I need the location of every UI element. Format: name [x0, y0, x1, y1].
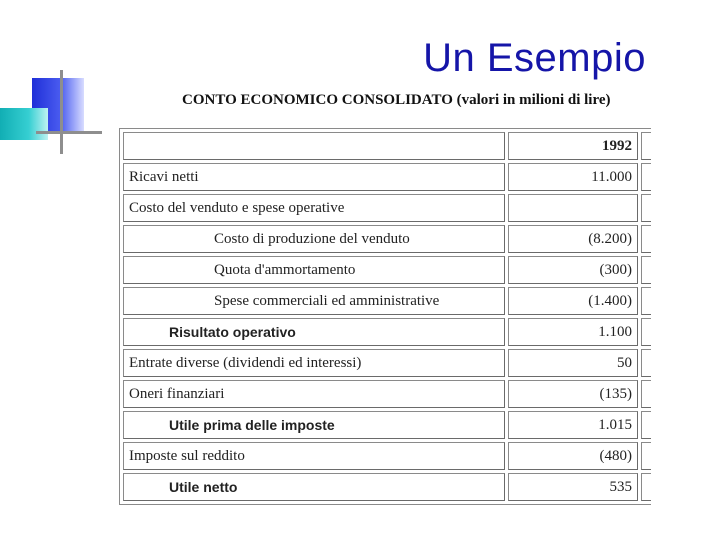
extra-column-cell: [641, 132, 651, 160]
extra-column-cell: [641, 287, 651, 315]
table-row: [123, 318, 651, 346]
table-row: [123, 442, 651, 470]
table-unit-note: (valori in milioni di lire): [456, 92, 611, 108]
row-value: [508, 194, 638, 222]
extra-column-cell: [641, 473, 651, 501]
row-value: (8.200): [508, 225, 638, 253]
extra-column-cell: [641, 411, 651, 439]
table-row: [123, 256, 651, 284]
row-label: Entrate diverse (dividendi ed interessi): [123, 349, 505, 377]
row-label: Quota d'ammortamento: [123, 256, 505, 284]
table-title-text: CONTO ECONOMICO CONSOLIDATO: [182, 92, 453, 108]
row-value: 535: [508, 473, 638, 501]
table-row: [123, 411, 651, 439]
slide-title: Un Esempio: [423, 36, 646, 80]
row-value: 1.015: [508, 411, 638, 439]
table-header-row: [123, 132, 651, 160]
slide-logo: [0, 70, 110, 160]
row-label: Oneri finanziari: [123, 380, 505, 408]
extra-column-cell: [641, 442, 651, 470]
row-label: Imposte sul reddito: [123, 442, 505, 470]
row-value: (135): [508, 380, 638, 408]
logo-vertical-line: [60, 70, 63, 154]
extra-column-cell: [641, 256, 651, 284]
extra-column-cell: [641, 380, 651, 408]
row-label: Utile prima delle imposte: [123, 411, 505, 439]
extra-column-cell: [641, 225, 651, 253]
extra-column-cell: [641, 349, 651, 377]
row-value: (1.400): [508, 287, 638, 315]
table-row: [123, 473, 651, 501]
row-value: 1.100: [508, 318, 638, 346]
row-label: Ricavi netti: [123, 163, 505, 191]
year-header: 1992: [508, 132, 638, 160]
extra-column-cell: [641, 318, 651, 346]
logo-cyan-square: [0, 108, 48, 140]
header-empty-cell: [123, 132, 505, 160]
table-row: [123, 287, 651, 315]
table-row: [123, 194, 651, 222]
row-label: Spese commerciali ed amministrative: [123, 287, 505, 315]
row-value: (480): [508, 442, 638, 470]
table-row: [123, 163, 651, 191]
table-row: [123, 225, 651, 253]
row-value: (300): [508, 256, 638, 284]
row-label: Costo di produzione del venduto: [123, 225, 505, 253]
row-label: Risultato operativo: [123, 318, 505, 346]
logo-horizontal-line: [36, 131, 102, 134]
extra-column-cell: [641, 163, 651, 191]
row-label: Costo del venduto e spese operative: [123, 194, 505, 222]
income-statement-table-wrap: [119, 128, 651, 508]
row-label: Utile netto: [123, 473, 505, 501]
row-value: 50: [508, 349, 638, 377]
table-row: [123, 380, 651, 408]
table-row: [123, 349, 651, 377]
extra-column-cell: [641, 194, 651, 222]
income-statement-table: [119, 128, 651, 505]
row-value: 11.000: [508, 163, 638, 191]
table-title: [182, 92, 611, 109]
